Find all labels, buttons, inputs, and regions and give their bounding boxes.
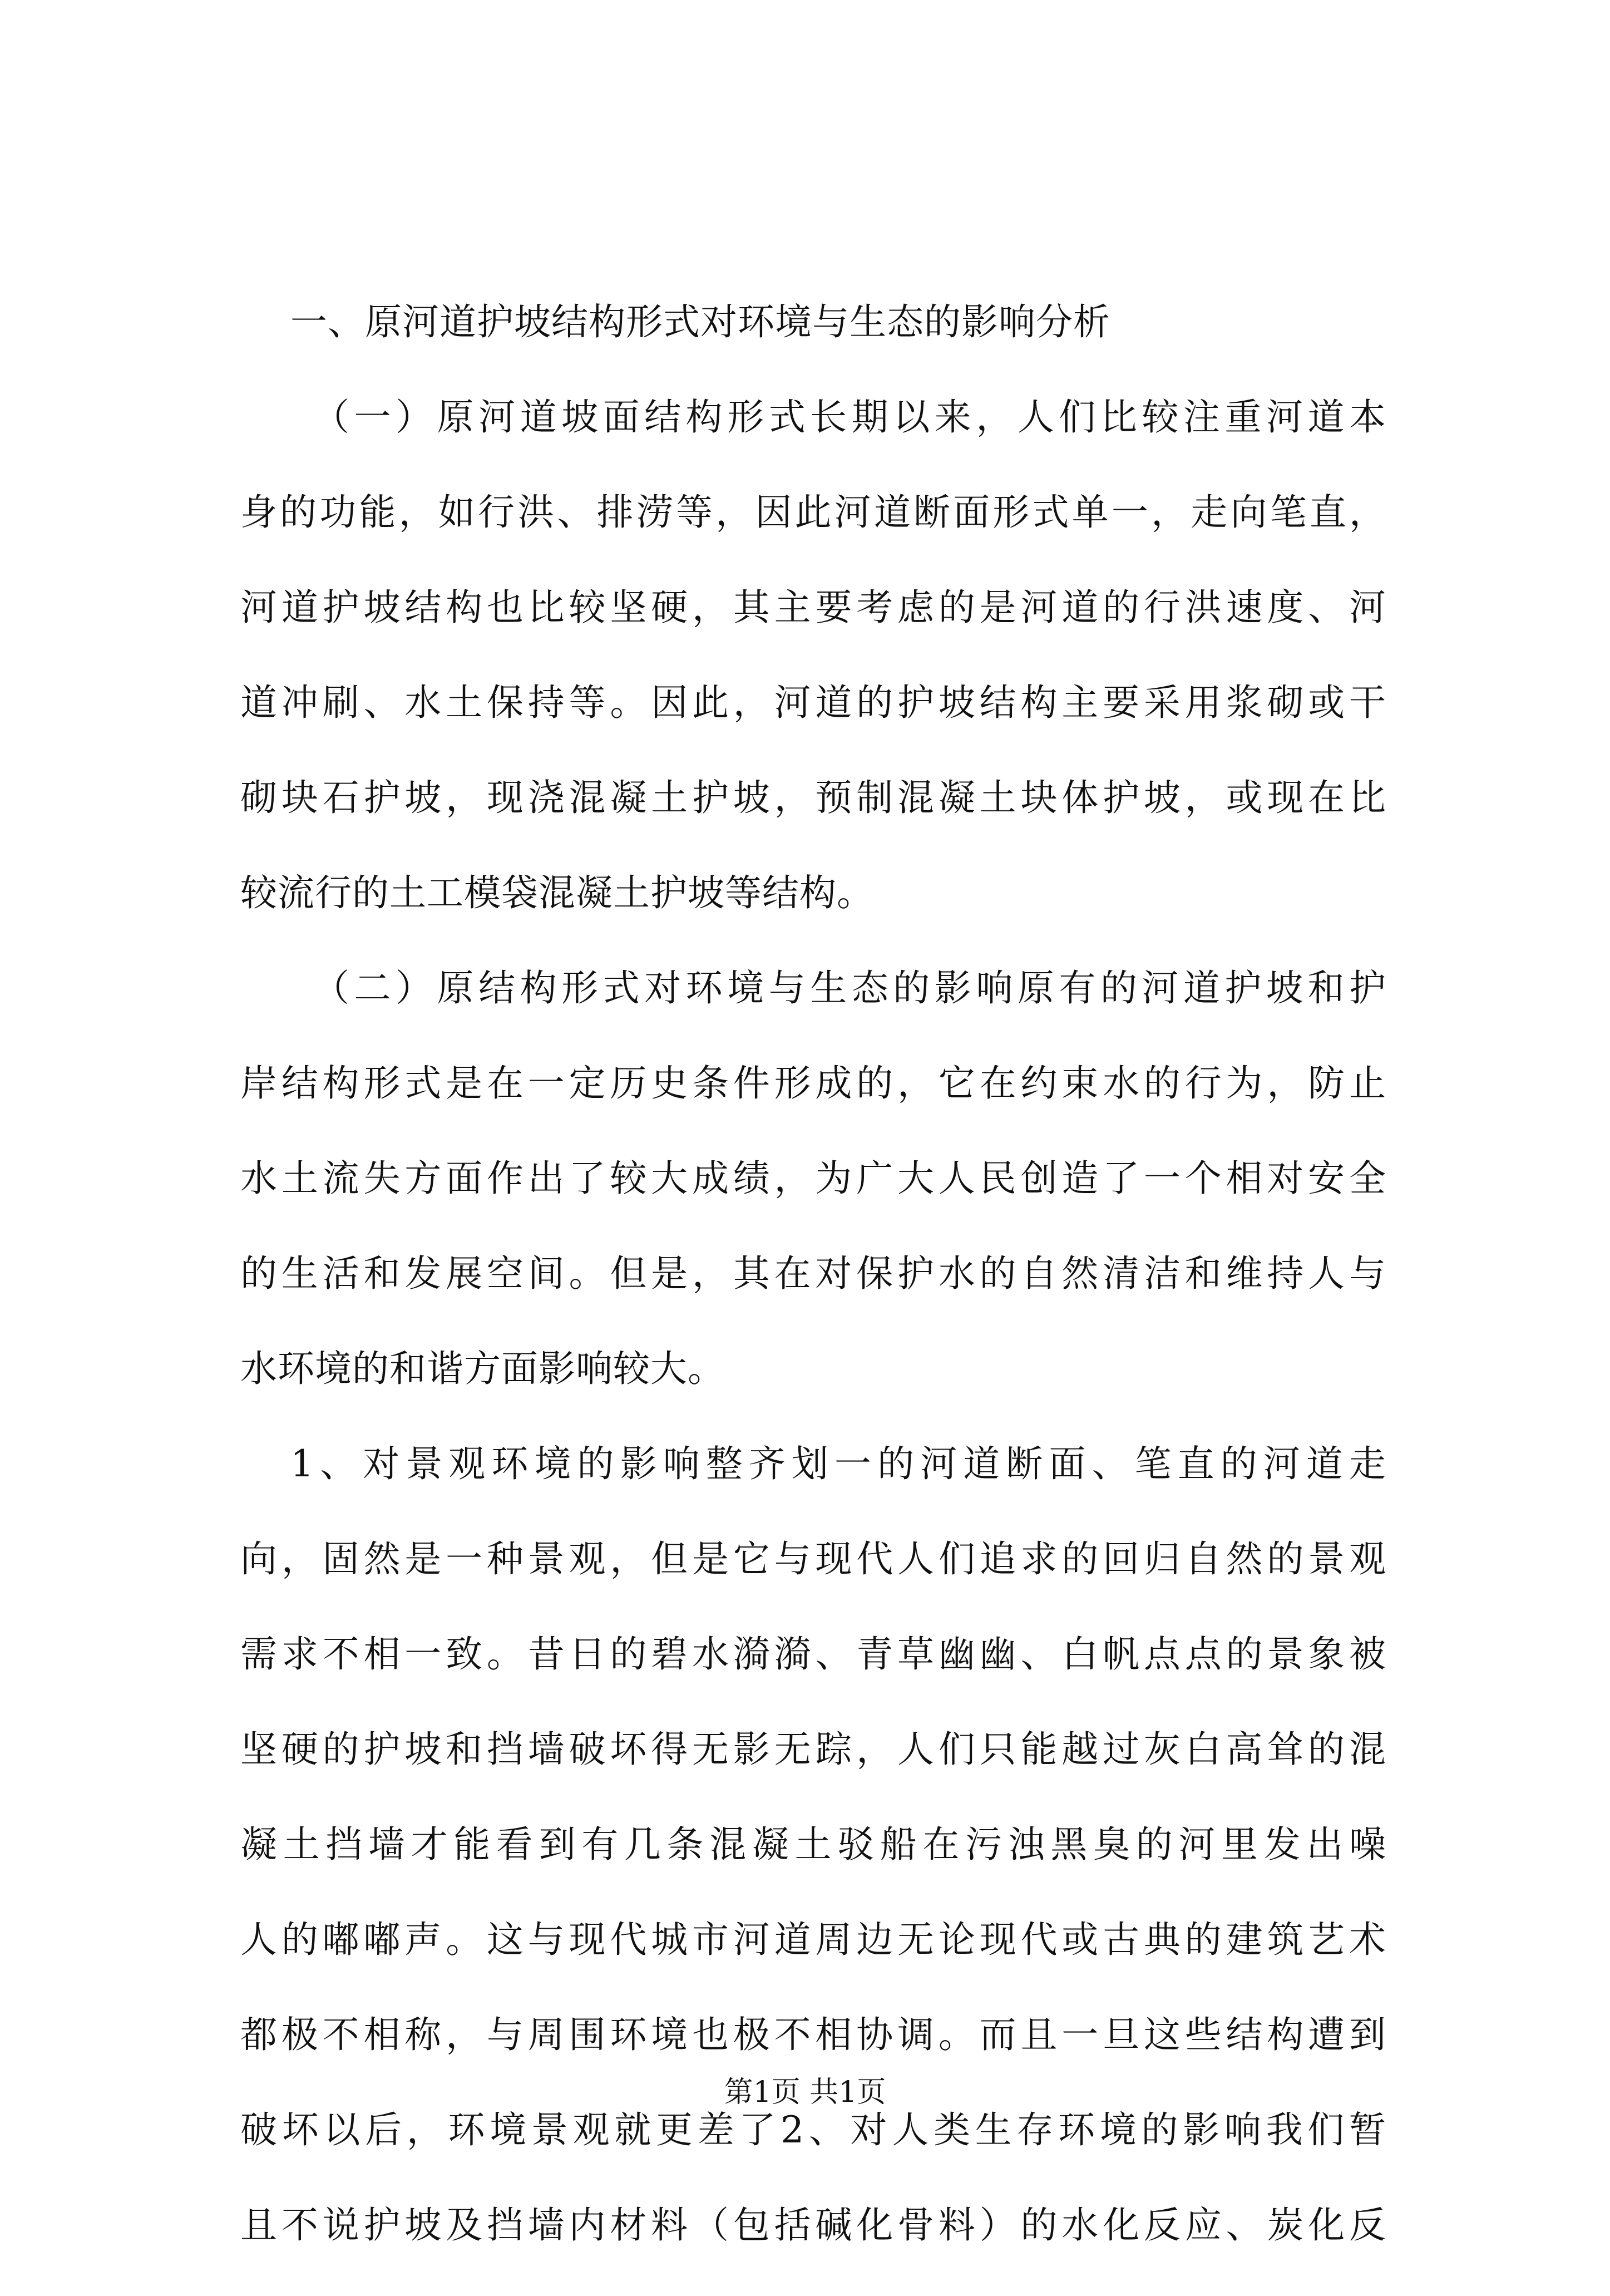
paragraph-line: 向，固然是一种景观，但是它与现代人们追求的回归自然的景观 (240, 1538, 1386, 1580)
paragraph-line: 都极不相称，与周围环境也极不相协调。而且一旦这些结构遭到 (240, 2013, 1386, 2056)
paragraph-line: 河道护坡结构也比较坚硬，其主要考虑的是河道的行洪速度、河 (240, 586, 1386, 629)
section-heading: 一、原河道护坡结构形式对环境与生态的影响分析 (290, 300, 1110, 343)
page-number-footer: 第1页 共1页 (724, 2076, 886, 2109)
paragraph-line: （一）原河道坡面结构形式长期以来，人们比较注重河道本 (313, 396, 1386, 438)
paragraph-line: 水环境的和谐方面影响较大。 (240, 1347, 725, 1390)
paragraph-line: 道冲刷、水土保持等。因此，河道的护坡结构主要采用浆砌或干 (240, 681, 1386, 724)
paragraph-line: 人的嘟嘟声。这与现代城市河道周边无论现代或古典的建筑艺术 (240, 1918, 1386, 1961)
paragraph-line: 较流行的土工模袋混凝土护坡等结构。 (240, 871, 874, 914)
paragraph-line: 破坏以后，环境景观就更差了2、对人类生存环境的影响我们暂 (240, 2108, 1386, 2151)
paragraph-line: 需求不相一致。昔日的碧水漪漪、青草幽幽、白帆点点的景象被 (240, 1633, 1386, 1676)
document-body (240, 298, 1386, 2296)
paragraph-line: 且不说护坡及挡墙内材料（包括碱化骨料）的水化反应、炭化反 (240, 2204, 1386, 2246)
paragraph-line: 的生活和发展空间。但是，其在对保护水的自然清洁和维持人与 (240, 1252, 1386, 1295)
paragraph-line: 岸结构形式是在一定历史条件形成的，它在约束水的行为，防止 (240, 1062, 1386, 1105)
paragraph-line: 水土流失方面作出了较大成绩，为广大人民创造了一个相对安全 (240, 1157, 1386, 1200)
paragraph-line: 坚硬的护坡和挡墙破坏得无影无踪，人们只能越过灰白高耸的混 (240, 1728, 1386, 1771)
paragraph-line: 身的功能，如行洪、排涝等，因此河道断面形式单一，走向笔直， (240, 491, 1386, 534)
paragraph-line: 砌块石护坡，现浇混凝土护坡，预制混凝土块体护坡，或现在比 (240, 776, 1386, 819)
paragraph-line: 凝土挡墙才能看到有几条混凝土驳船在污浊黑臭的河里发出噪 (240, 1823, 1386, 1866)
paragraph-line: 1、对景观环境的影响整齐划一的河道断面、笔直的河道走 (290, 1442, 1386, 1485)
paragraph-line: （二）原结构形式对环境与生态的影响原有的河道护坡和护 (313, 967, 1386, 1009)
